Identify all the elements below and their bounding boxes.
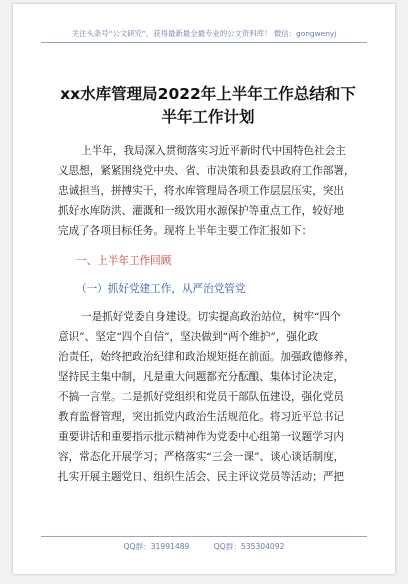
body-line: 教育监督管理，突出抓党内政治生活规范化。将习近平总书记 (58, 411, 345, 423)
intro-line: 上半年，我局深入贯彻落实习近平新时代中国特色社会主 (81, 145, 346, 157)
subsection-heading: （一）抓好党建工作，从严治党管党 (76, 283, 246, 295)
body-line: 容，常态化开展学习；严格落实“三会一课”、谈心谈话制度， (58, 451, 345, 463)
footer (41, 541, 367, 552)
intro-line: 忠诚担当，拼搏实干，将水库管理局各项工作层层压实，突出 (58, 185, 345, 197)
body-line: 扎实开展主题党日、组织生活会、民主评议党员等活动；严把 (58, 471, 345, 483)
intro-line: 完成了各项目标任务。现将上半年主要工作汇报如下： (58, 225, 313, 237)
header-note: 关注头条号“公文研究”，获得最新最全最专业的公文资料库！ 微信：gongwenyj (71, 29, 337, 38)
intro-line: 抓好水库防洪、灌溉和一级饮用水源保护等重点工作，较好地 (58, 205, 345, 217)
body-line: 一是抓好党委自身建设。切实提高政治站位，树牢“四个 (81, 311, 341, 323)
title-line-2: 半年工作计划 (161, 108, 255, 126)
document-page (13, 4, 395, 574)
body-line: 重要讲话和重要指示批示精神作为党委中心组第一议题学习内 (58, 431, 345, 443)
body-line: 不搞一言堂。二是抓好党组织和党员干部队伍建设，强化党员 (58, 391, 345, 403)
document-title (53, 83, 363, 129)
header-divider (41, 42, 367, 43)
footer-qq-group-1: QQ群：31991489 (123, 542, 190, 551)
title-line-1: xx水库管理局2022年上半年工作总结和下 (60, 85, 356, 103)
footer-qq-group-2: QQ群：535304092 (213, 542, 285, 551)
body-line: 意识”、坚定“四个自信”，坚决做到“两个维护”，强化政 (58, 331, 319, 343)
body-line: 坚持民主集中制，凡是重大问题都充分酝酿、集体讨论决定， (58, 371, 345, 383)
footer-divider (41, 536, 367, 537)
intro-line: 义思想，紧紧围绕党中央、省、市决策和县委县政府工作部署， (58, 165, 355, 177)
section-heading: 一、上半年工作回顾 (76, 255, 172, 267)
body-line: 治责任，始终把政治纪律和政治规矩挺在前面。加强政德修养， (58, 351, 355, 363)
